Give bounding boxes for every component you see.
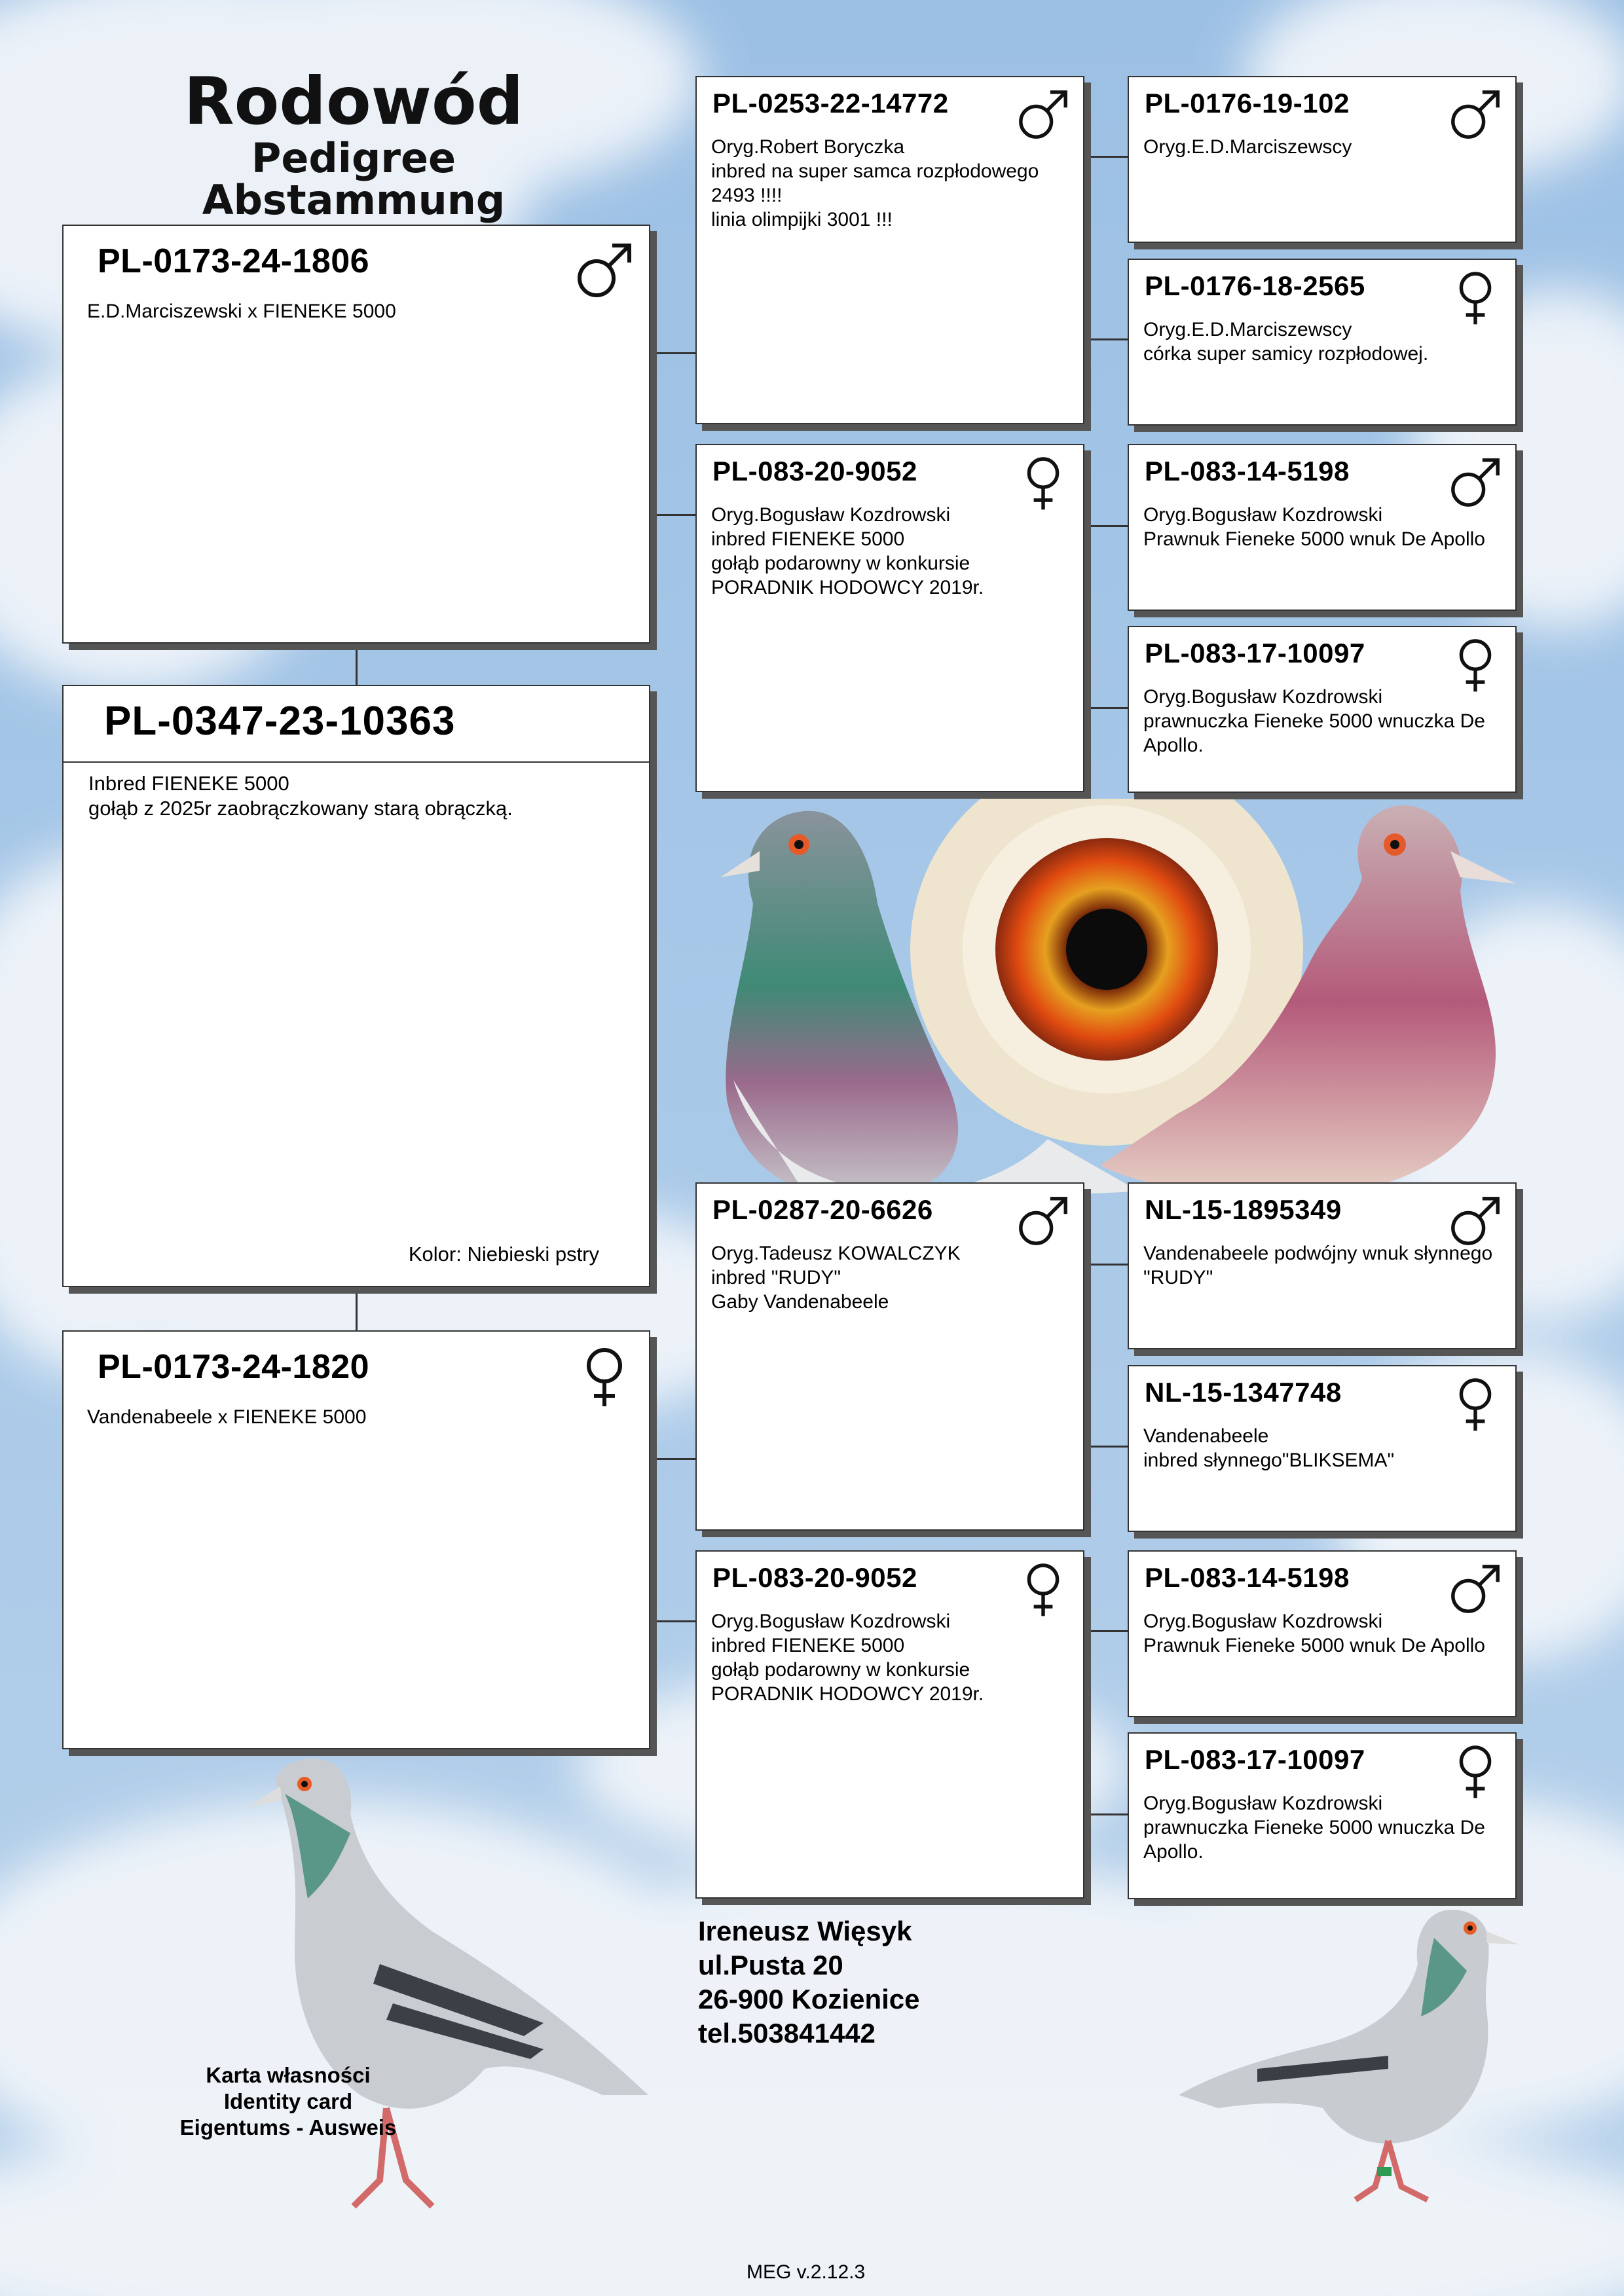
pedigree-title — [164, 63, 544, 224]
great-grandparent-card — [1128, 626, 1517, 793]
mother-description: Vandenabeele x FIENEKE 5000 — [87, 1406, 367, 1428]
great-grandparent-description: Oryg.Bogusław Kozdrowski prawnuczka Fieneke 5000 wnuczka De Apollo. — [1143, 686, 1485, 756]
great-grandparent-card — [1128, 1365, 1517, 1532]
great-grandparent-card — [1128, 1550, 1517, 1717]
grandparent-description: Oryg.Tadeusz KOWALCZYK inbred "RUDY" Gaby Vandenabeele — [711, 1243, 961, 1313]
main-bird-header-divider — [64, 761, 649, 763]
connector — [1083, 1446, 1129, 1448]
owner-phone: tel.503841442 — [698, 2018, 876, 2049]
great-grandparent-description: Vandenabeele inbred słynnego"BLIKSEMA" — [1143, 1425, 1395, 1471]
great-grandparent-description: Oryg.Bogusław Kozdrowski Prawnuk Fieneke 5000 wnuk De Apollo — [1143, 504, 1485, 550]
mother-ring-number: PL-0173-24-1820 — [98, 1348, 370, 1386]
connector — [1083, 525, 1129, 527]
grandparent-ring-number: PL-0253-22-14772 — [712, 88, 949, 118]
title-polish: Rodowód — [183, 63, 524, 139]
identity-card-caption — [118, 2062, 458, 2141]
connector — [650, 1458, 697, 1460]
grandparent-description: Oryg.Bogusław Kozdrowski inbred FIENEKE 5000 gołąb podarowny w konkursie PORADNIK HODOWCY 2019r. — [711, 1611, 984, 1705]
great-grandparent-description: Vandenabeele podwójny wnuk słynnego "RUDY" — [1143, 1243, 1493, 1288]
owner-city: 26-900 Kozienice — [698, 1984, 920, 2014]
owner-street: ul.Pusta 20 — [698, 1950, 843, 1980]
great-grandparent-ring-number: PL-083-14-5198 — [1145, 456, 1350, 486]
connector — [650, 1620, 697, 1622]
grandparent-ring-number: PL-083-20-9052 — [712, 456, 917, 486]
main-bird-color: Kolor: Niebieski pstry — [408, 1243, 599, 1266]
father-card — [62, 225, 650, 644]
female-symbol-icon — [572, 1343, 637, 1409]
identity-card-english: Identity card — [223, 2089, 353, 2113]
great-grandparent-card — [1128, 1732, 1517, 1899]
connector — [1083, 1264, 1129, 1266]
connector — [1083, 156, 1129, 158]
grandparent-description: Oryg.Robert Boryczka inbred na super samca rozpłodowego 2493 !!!! linia olimpijki 3001 !!! — [711, 136, 1039, 230]
great-grandparent-ring-number: PL-0176-18-2565 — [1145, 270, 1365, 301]
connector — [1083, 1813, 1129, 1815]
father-ring-number: PL-0173-24-1806 — [98, 242, 370, 280]
title-german: Abstammung — [202, 176, 506, 224]
grandparent-ring-number: PL-083-20-9052 — [712, 1562, 917, 1593]
great-grandparent-card — [1128, 76, 1517, 243]
connector — [650, 514, 697, 516]
male-symbol-icon — [572, 238, 637, 303]
connector — [1083, 338, 1129, 340]
great-grandparent-ring-number: PL-083-17-10097 — [1145, 1744, 1365, 1775]
grandparent-description: Oryg.Bogusław Kozdrowski inbred FIENEKE 5000 gołąb podarowny w konkursie PORADNIK HODOWCY 2019r. — [711, 504, 984, 598]
great-grandparent-description: Oryg.E.D.Marciszewscy — [1143, 136, 1352, 158]
owner-name: Ireneusz Więsyk — [698, 1916, 912, 1946]
great-grandparent-ring-number: NL-15-1895349 — [1145, 1194, 1342, 1225]
grandparent-card — [695, 444, 1084, 792]
identity-card-german: Eigentums - Ausweis — [179, 2115, 397, 2140]
great-grandparent-ring-number: PL-0176-19-102 — [1145, 88, 1350, 118]
great-grandparent-ring-number: NL-15-1347748 — [1145, 1377, 1342, 1408]
software-version: MEG v.2.12.3 — [747, 2261, 866, 2283]
great-grandparent-description: Oryg.Bogusław Kozdrowski Prawnuk Fieneke 5000 wnuk De Apollo — [1143, 1611, 1485, 1656]
great-grandparent-card — [1128, 1182, 1517, 1349]
pigeon-standing-left-illustration — [236, 1755, 655, 2213]
main-bird-description: Inbred FIENEKE 5000 gołąb z 2025r zaobrączkowany starą obrączką. — [88, 772, 513, 820]
main-bird-ring-number: PL-0347-23-10363 — [104, 699, 456, 744]
connector — [1083, 707, 1129, 709]
pigeon-standing-right-illustration — [1179, 1905, 1532, 2206]
mother-card — [62, 1330, 650, 1749]
identity-card-polish: Karta własności — [206, 2063, 371, 2087]
owner-address — [698, 1914, 920, 2050]
main-bird-card — [62, 685, 650, 1287]
great-grandparent-card — [1128, 259, 1517, 426]
great-grandparent-description: Oryg.Bogusław Kozdrowski prawnuczka Fieneke 5000 wnuczka De Apollo. — [1143, 1793, 1485, 1863]
great-grandparent-description: Oryg.E.D.Marciszewscy córka super samicy rozpłodowej. — [1143, 319, 1429, 365]
grandparent-ring-number: PL-0287-20-6626 — [712, 1194, 933, 1225]
pigeons-with-eye-illustration — [681, 799, 1526, 1205]
grandparent-card — [695, 1182, 1084, 1531]
title-english: Pedigree — [251, 134, 456, 182]
great-grandparent-ring-number: PL-083-17-10097 — [1145, 638, 1365, 668]
grandparent-card — [695, 76, 1084, 424]
great-grandparent-ring-number: PL-083-14-5198 — [1145, 1562, 1350, 1593]
connector — [650, 352, 697, 354]
grandparent-card — [695, 1550, 1084, 1899]
connector — [356, 1287, 358, 1330]
connector — [356, 643, 358, 685]
father-description: E.D.Marciszewski x FIENEKE 5000 — [87, 301, 396, 322]
connector — [1083, 1630, 1129, 1632]
great-grandparent-card — [1128, 444, 1517, 611]
